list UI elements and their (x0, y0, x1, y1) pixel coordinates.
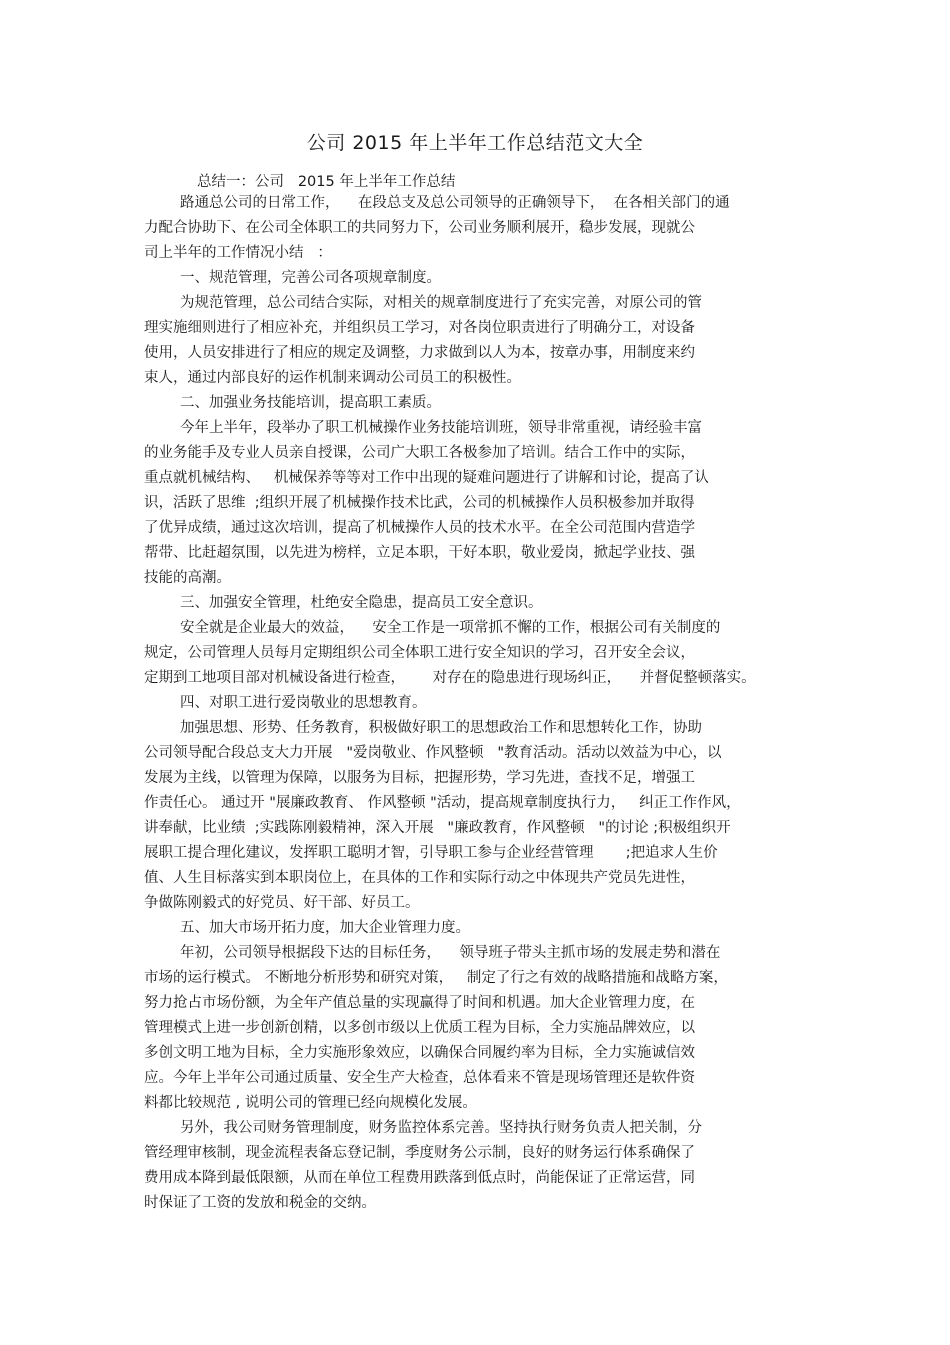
text-line: 理实施细则进行了相应补充，并组织员工学习，对各岗位职责进行了明确分工，对设备 (144, 320, 695, 336)
text-line: 使用，人员安排进行了相应的规定及调整，力求做到以人为本，按章办事，用制度来约 (144, 345, 695, 361)
text-line: 定期到工地项目部对机械设备进行检查， 对存在的隐患进行现场纠正， 并督促整顿落实。 (144, 670, 756, 686)
text-line: 费用成本降到最低限额，从而在单位工程费用跌落到低点时，尚能保证了正常运营，同 (144, 1170, 695, 1186)
text-line: 识，活跃了思维 ;组织开展了机械操作技术比武，公司的机械操作人员积极参加并取得 (144, 495, 695, 511)
text-line: 束人，通过内部良好的运作机制来调动公司员工的积极性。 (144, 370, 521, 386)
document-subtitle: 总结一：公司 2015 年上半年工作总结 (197, 174, 456, 190)
text-line: 市场的运行模式。 不断地分析形势和研究对策， 制定了行之有效的战略措施和战略方案， (144, 970, 728, 986)
text-line: 规定，公司管理人员每月定期组织公司全体职工进行安全知识的学习，召开安全会议， (144, 645, 695, 661)
text-line: 重点就机械结构、 机械保养等等对工作中出现的疑难问题进行了讲解和讨论，提高了认 (144, 470, 709, 486)
text-line: 管理模式上进一步创新创精，以多创市级以上优质工程为目标，全力实施品牌效应，以 (144, 1020, 695, 1036)
text-line: 加强思想、形势、任务教育，积极做好职工的思想政治工作和思想转化工作，协助 (180, 720, 702, 736)
text-line: 值、人生目标落实到本职岗位上，在具体的工作和实际行动之中体现共产党员先进性， (144, 870, 695, 886)
text-line: 为规范管理，总公司结合实际，对相关的规章制度进行了充实完善，对原公司的管 (180, 295, 702, 311)
text-line: 管经理审核制，现金流程表备忘登记制，季度财务公示制，良好的财务运行体系确保了 (144, 1145, 695, 1161)
text-line: 应。今年上半年公司通过质量、安全生产大检查，总体看来不管是现场管理还是软件资 (144, 1070, 695, 1086)
text-line: 努力抢占市场份额，为全年产值总量的实现赢得了时间和机遇。加大企业管理力度，在 (144, 995, 695, 1011)
text-line: 路通总公司的日常工作， 在段总支及总公司领导的正确领导下， 在各相关部门的通 (180, 195, 730, 211)
text-line: 发展为主线，以管理为保障，以服务为目标，把握形势，学习先进，查找不足，增强工 (144, 770, 695, 786)
text-line: 讲奉献，比业绩 ;实践陈刚毅精神，深入开展 "廉政教育，作风整顿 "的讨论 ;积极组织开 (144, 820, 731, 836)
text-line: 另外，我公司财务管理制度，财务监控体系完善。坚持执行财务负责人把关制，分 (180, 1120, 702, 1136)
text-line: 今年上半年，段举办了职工机械操作业务技能培训班，领导非常重视，请经验丰富 (180, 420, 702, 436)
section-heading: 一、规范管理，完善公司各项规章制度。 (180, 270, 441, 286)
text-line: 多创文明工地为目标，全力实施形象效应，以确保合同履约率为目标，全力实施诚信效 (144, 1045, 695, 1061)
section-heading: 二、加强业务技能培训，提高职工素质。 (180, 395, 441, 411)
text-line: 的业务能手及专业人员亲自授课，公司广大职工各极参加了培训。结合工作中的实际， (144, 445, 695, 461)
text-line: 力配合协助下、在公司全体职工的共同努力下，公司业务顺利展开，稳步发展，现就公 (144, 220, 695, 236)
text-line: 公司领导配合段总支大力开展 "爱岗敬业、作风整顿 "教育活动。活动以效益为中心，以 (144, 745, 722, 761)
document-title: 公司 2015 年上半年工作总结范文大全 (306, 132, 644, 154)
text-line: 帮带、比赶超氛围，以先进为榜样，立足本职，干好本职，敬业爱岗，掀起学业技、强 (144, 545, 695, 561)
text-line: 料都比较规范 , 说明公司的管理已经向规模化发展。 (144, 1095, 477, 1111)
text-line: 年初，公司领导根据段下达的目标任务， 领导班子带头主抓市场的发展走势和潜在 (180, 945, 721, 961)
section-heading: 四、对职工进行爱岗敬业的思想教育。 (180, 695, 427, 711)
text-line: 安全就是企业最大的效益， 安全工作是一项常抓不懈的工作，根据公司有关制度的 (180, 620, 721, 636)
section-heading: 三、加强安全管理，杜绝安全隐患，提高员工安全意识。 (180, 595, 543, 611)
text-line: 技能的高潮。 (144, 570, 231, 586)
text-line: 作责任心。 通过开 "展廉政教育、 作风整顿 "活动，提高规章制度执行力， 纠正工作作风， (144, 795, 741, 811)
text-line: 了优异成绩，通过这次培训，提高了机械操作人员的技术水平。在全公司范围内营造学 (144, 520, 695, 536)
section-heading: 五、加大市场开拓力度，加大企业管理力度。 (180, 920, 470, 936)
text-line: 司上半年的工作情况小结 ： (144, 245, 332, 261)
text-line: 争做陈刚毅式的好党员、好干部、好员工。 (144, 895, 420, 911)
text-line: 时保证了工资的发放和税金的交纳。 (144, 1195, 376, 1211)
text-line: 展职工提合理化建议，发挥职工聪明才智，引导职工参与企业经营管理 ;把追求人生价 (144, 845, 718, 861)
